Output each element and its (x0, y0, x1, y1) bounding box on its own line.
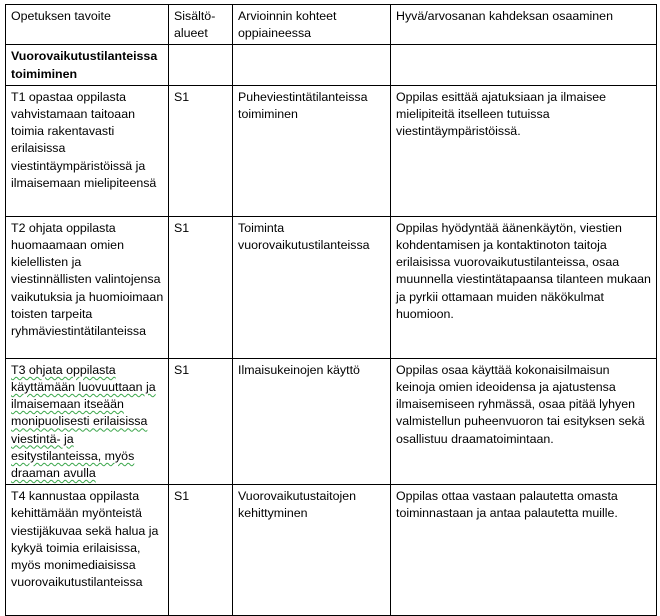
header-assessment-target: Arvioinnin kohteet oppiaineessa (233, 5, 391, 45)
grade-eight-cell: Oppilas osaa käyttää kokonaisilmaisun keinoja omien ideoidensa ja ajatustensa ilmaisemiseen ryhmässä, osaa pitää lyhyen valmistellun puheenvuoron tai esityksen sekä osallistuu draamatoimintaan. (391, 358, 657, 484)
assessment-target-cell: Vuorovaikutustaitojen kehittyminen (233, 485, 391, 616)
header-content-area: Sisältö-alueet (169, 5, 233, 45)
section-empty-cell (233, 45, 391, 85)
section-empty-cell (391, 45, 657, 85)
goal-cell: T4 kannustaa oppilasta kehittämään myönteistä viestijäkuvaa sekä halua ja kykyä toimia erilaisissa, myös monimediaisissa vuorovaikutustilanteissa (6, 485, 169, 616)
goal-cell: T2 ohjata oppilasta huomaamaan omien kielellisten ja viestinnällisten valintojensa vaikutuksia ja huomioimaan toisten tarpeita ryhmäviestintätilanteissa (6, 216, 169, 358)
header-goal: Opetuksen tavoite (6, 5, 169, 45)
goal-cell: T3 ohjata oppilasta käyttämään luovuuttaan ja ilmaisemaan itseään monipuolisesti erilaisissa viestintä- ja esitystilanteissa, myös draaman avulla (6, 358, 169, 484)
table-row (6, 358, 657, 484)
goal-cell: T1 opastaa oppilasta vahvistamaan taitoaan toimia rakentavasti erilaisissa viestintäympäristöissä ja ilmaisemaan mielipiteensä (6, 85, 169, 216)
grade-eight-cell: Oppilas ottaa vastaan palautetta omasta toiminnastaan ja antaa palautetta muille. (391, 485, 657, 616)
content-area-cell: S1 (169, 216, 233, 358)
content-area-cell: S1 (169, 485, 233, 616)
table-row (6, 485, 657, 616)
content-area-cell: S1 (169, 85, 233, 216)
assessment-target-cell: Toiminta vuorovaikutustilanteissa (233, 216, 391, 358)
assessment-target-cell: Ilmaisukeinojen käyttö (233, 358, 391, 484)
grade-eight-cell: Oppilas hyödyntää äänenkäytön, viestien kohdentamisen ja kontaktinoton taitoja erilaisissa vuorovaikutustilanteissa, osaa muunnella viestintätapaansa tilanteen mukaan ja pyrkii ottamaan muiden näkökulmat huomioon. (391, 216, 657, 358)
table-row (6, 85, 657, 216)
curriculum-table (5, 4, 657, 616)
section-title: Vuorovaikutustilanteissa toimiminen (6, 45, 169, 85)
section-row (6, 45, 657, 85)
assessment-target-cell: Puheviestintätilanteissa toimiminen (233, 85, 391, 216)
content-area-cell: S1 (169, 358, 233, 484)
section-empty-cell (169, 45, 233, 85)
header-grade-eight: Hyvä/arvosanan kahdeksan osaaminen (391, 5, 657, 45)
header-row (6, 5, 657, 45)
table-row (6, 216, 657, 358)
grade-eight-cell: Oppilas esittää ajatuksiaan ja ilmaisee mielipiteitä itselleen tutuissa viestintäympäristöissä. (391, 85, 657, 216)
